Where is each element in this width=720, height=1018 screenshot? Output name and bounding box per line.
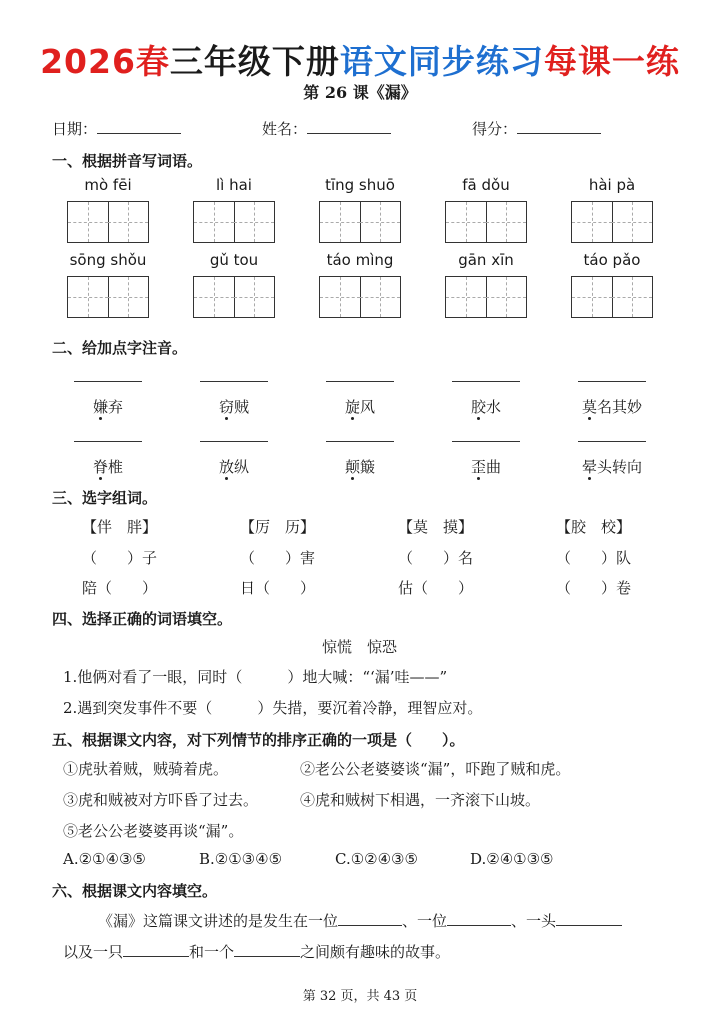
- writing-box[interactable]: [571, 276, 653, 318]
- guide-line: [214, 277, 215, 317]
- score-field[interactable]: [472, 118, 601, 139]
- pinyin-answer-blank[interactable]: [578, 381, 646, 382]
- guide-line: [592, 202, 593, 242]
- name-field[interactable]: [262, 118, 391, 139]
- pinyin-answer-blank[interactable]: [452, 441, 520, 442]
- writing-cell[interactable]: [572, 277, 613, 317]
- section6-title: 六、根据课文内容填空。: [52, 882, 218, 900]
- pinyin-answer-blank[interactable]: [200, 381, 268, 382]
- guide-line: [380, 277, 381, 317]
- writing-cell[interactable]: [194, 277, 235, 317]
- choice-b[interactable]: B.②①③④⑤: [199, 850, 283, 868]
- writing-box[interactable]: [193, 276, 275, 318]
- guide-line: [632, 277, 633, 317]
- guide-line: [466, 277, 467, 317]
- plot-item-5: ⑤老公公老婆婆再谈“漏”。: [63, 822, 244, 840]
- word-blank[interactable]: 日（ ）: [240, 579, 316, 597]
- writing-box[interactable]: [67, 276, 149, 318]
- guide-line: [254, 277, 255, 317]
- emphasis-dot: [225, 417, 228, 420]
- writing-cell[interactable]: [612, 277, 652, 317]
- word-blank[interactable]: （ ）子: [82, 549, 158, 567]
- pinyin-label: gān xīn: [458, 251, 514, 269]
- guide-line: [88, 277, 89, 317]
- guide-line: [592, 277, 593, 317]
- pinyin-answer-blank[interactable]: [74, 381, 142, 382]
- guide-line: [254, 202, 255, 242]
- emphasis-dot: [477, 477, 480, 480]
- fill-blank-1[interactable]: [338, 911, 402, 926]
- guide-line: [88, 202, 89, 242]
- section5-title: 五、根据课文内容，对下列情节的排序正确的一项是（ ）。: [52, 731, 465, 749]
- emphasis-dot: [588, 477, 591, 480]
- pinyin-label: fā dǒu: [462, 176, 510, 194]
- word-to-annotate: 晕头转向: [581, 458, 642, 476]
- name-label: 姓名：: [262, 120, 308, 138]
- writing-cell[interactable]: [194, 202, 235, 242]
- worksheet-title: [0, 36, 720, 83]
- word-blank[interactable]: （ ）害: [240, 549, 316, 567]
- fill-blank-3[interactable]: [556, 911, 622, 926]
- writing-cell[interactable]: [320, 277, 361, 317]
- writing-cell[interactable]: [320, 202, 361, 242]
- fill-text-6: 之间颇有趣味的故事。: [300, 943, 451, 961]
- word-blank[interactable]: 估（ ）: [398, 579, 474, 597]
- fill-text-4: 以及一只: [63, 943, 124, 961]
- pinyin-label: mò fēi: [84, 176, 132, 194]
- pinyin-label: lì hai: [216, 176, 252, 194]
- score-blank[interactable]: [517, 119, 601, 134]
- fill-text-5: 和一个: [189, 943, 235, 961]
- guide-line: [466, 202, 467, 242]
- name-blank[interactable]: [307, 119, 391, 134]
- plot-item-3: ③虎和贼被对方吓昏了过去。: [63, 791, 259, 809]
- guide-line: [340, 202, 341, 242]
- writing-box[interactable]: [571, 201, 653, 243]
- pinyin-answer-blank[interactable]: [578, 441, 646, 442]
- title-year: 2026春: [40, 42, 170, 81]
- word-to-annotate: 放纵: [218, 458, 249, 476]
- word-to-annotate: 颠簸: [344, 458, 375, 476]
- pinyin-label: gǔ tou: [209, 251, 259, 269]
- date-blank[interactable]: [97, 119, 181, 134]
- guide-line: [214, 202, 215, 242]
- choice-d[interactable]: D.②④①③⑤: [470, 850, 554, 868]
- guide-line: [506, 202, 507, 242]
- word-to-annotate: 莫名其妙: [581, 398, 642, 416]
- emphasis-dot: [351, 477, 354, 480]
- fill-line-2: [63, 941, 450, 962]
- emphasis-dot: [225, 477, 228, 480]
- pinyin-answer-blank[interactable]: [200, 441, 268, 442]
- guide-line: [340, 277, 341, 317]
- word-options: 惊慌 惊恐: [322, 638, 398, 656]
- section3-title: 三、选字组词。: [52, 489, 158, 507]
- lesson-title: 第 26 课《漏》: [303, 83, 417, 102]
- date-label: 日期：: [52, 120, 98, 138]
- writing-cell[interactable]: [360, 202, 400, 242]
- plot-item-1: ①虎驮着贼，贼骑着虎。: [63, 760, 229, 778]
- choice-a[interactable]: A.②①④③⑤: [63, 850, 146, 868]
- pinyin-answer-blank[interactable]: [74, 441, 142, 442]
- writing-cell[interactable]: [68, 202, 109, 242]
- emphasis-dot: [99, 417, 102, 420]
- word-blank[interactable]: （ ）卷: [556, 579, 632, 597]
- guide-line: [380, 202, 381, 242]
- emphasis-dot: [588, 417, 591, 420]
- char-pair: 【莫 摸】: [398, 518, 474, 536]
- pinyin-answer-blank[interactable]: [452, 381, 520, 382]
- choice-c[interactable]: C.①②④③⑤: [335, 850, 418, 868]
- writing-cell[interactable]: [68, 277, 109, 317]
- char-pair: 【伴 胖】: [82, 518, 158, 536]
- word-blank[interactable]: （ ）名: [398, 549, 474, 567]
- writing-box[interactable]: [445, 276, 527, 318]
- word-blank[interactable]: 陪（ ）: [82, 579, 158, 597]
- date-field[interactable]: [52, 118, 181, 139]
- word-to-annotate: 歪曲: [470, 458, 501, 476]
- char-pair: 【厉 历】: [240, 518, 316, 536]
- fill-text-2: 、一位: [402, 912, 448, 930]
- pinyin-answer-blank[interactable]: [326, 441, 394, 442]
- section4-title: 四、选择正确的词语填空。: [52, 610, 233, 628]
- writing-box[interactable]: [319, 201, 401, 243]
- writing-cell[interactable]: [486, 202, 526, 242]
- pinyin-label: tīng shuō: [325, 176, 395, 194]
- pinyin-label: táo mìng: [326, 251, 394, 269]
- writing-cell[interactable]: [108, 277, 148, 317]
- word-to-annotate: 胶水: [470, 398, 501, 416]
- writing-box[interactable]: [445, 201, 527, 243]
- question-2: 2.遇到突发事件不要（ ）失措，要沉着冷静，理智应对。: [63, 699, 483, 717]
- writing-cell[interactable]: [360, 277, 400, 317]
- question-1: 1.他俩对看了一眼，同时（ ）地大喊：“‘漏’哇——”: [63, 668, 448, 686]
- word-to-annotate: 嫌弃: [92, 398, 123, 416]
- title-grade: 三年级下册: [169, 42, 340, 81]
- guide-line: [506, 277, 507, 317]
- plot-item-4: ④虎和贼树下相遇，一齐滚下山坡。: [300, 791, 541, 809]
- fill-text-3: 、一头: [511, 912, 557, 930]
- fill-text-1: 《漏》这篇课文讲述的是发生在一位: [98, 912, 339, 930]
- writing-cell[interactable]: [108, 202, 148, 242]
- fill-blank-4[interactable]: [123, 942, 189, 957]
- title-subject: 语文同步练习: [339, 42, 544, 81]
- writing-cell[interactable]: [446, 277, 487, 317]
- writing-cell[interactable]: [612, 202, 652, 242]
- writing-cell[interactable]: [486, 277, 526, 317]
- guide-line: [128, 202, 129, 242]
- word-to-annotate: 旋风: [344, 398, 375, 416]
- title-practice: 每课一练: [543, 42, 680, 81]
- writing-box[interactable]: [319, 276, 401, 318]
- pinyin-answer-blank[interactable]: [326, 381, 394, 382]
- pinyin-label: táo pǎo: [583, 251, 641, 269]
- pinyin-label: hài pà: [588, 176, 636, 194]
- fill-blank-2[interactable]: [447, 911, 511, 926]
- pinyin-label: sōng shǒu: [69, 251, 147, 269]
- score-label: 得分：: [472, 120, 518, 138]
- word-blank[interactable]: （ ）队: [556, 549, 632, 567]
- page-number: 第 32 页，共 43 页: [302, 989, 418, 1004]
- emphasis-dot: [99, 477, 102, 480]
- writing-cell[interactable]: [446, 202, 487, 242]
- fill-line-1: [98, 910, 622, 931]
- writing-box[interactable]: [193, 201, 275, 243]
- emphasis-dot: [477, 417, 480, 420]
- word-to-annotate: 窃贼: [218, 398, 249, 416]
- fill-blank-5[interactable]: [234, 942, 300, 957]
- writing-cell[interactable]: [234, 202, 274, 242]
- section2-title: 二、给加点字注音。: [52, 339, 188, 357]
- writing-box[interactable]: [67, 201, 149, 243]
- section1-title: 一、根据拼音写词语。: [52, 152, 203, 170]
- writing-cell[interactable]: [572, 202, 613, 242]
- char-pair: 【胶 校】: [556, 518, 632, 536]
- writing-cell[interactable]: [234, 277, 274, 317]
- plot-item-2: ②老公公老婆婆谈“漏”，吓跑了贼和虎。: [300, 760, 571, 778]
- guide-line: [128, 277, 129, 317]
- word-to-annotate: 脊椎: [92, 458, 123, 476]
- guide-line: [632, 202, 633, 242]
- emphasis-dot: [351, 417, 354, 420]
